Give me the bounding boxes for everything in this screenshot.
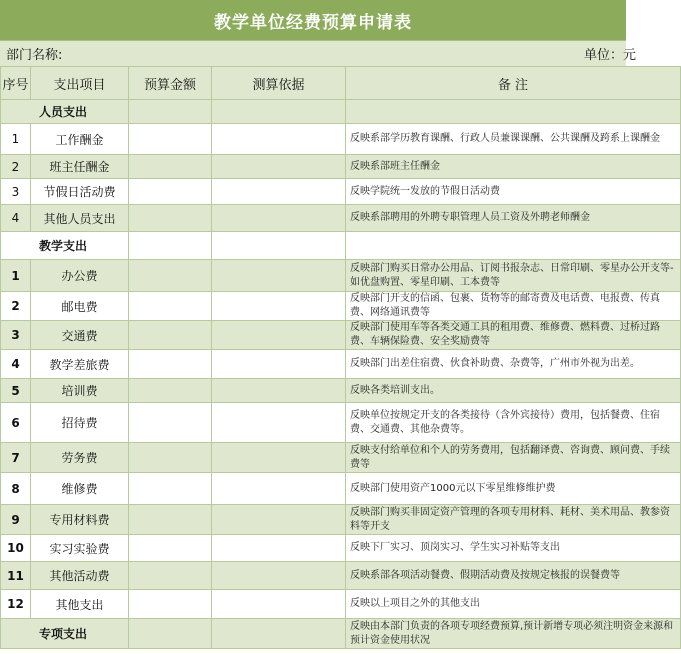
- table-row: [1, 155, 681, 179]
- basis-cell[interactable]: [212, 403, 346, 443]
- table-row: [1, 505, 681, 535]
- basis-cell[interactable]: [212, 321, 346, 350]
- amount-cell[interactable]: [129, 473, 212, 505]
- row-item: 班主任酬金: [31, 155, 129, 179]
- row-note: 反映部门开支的信函、包裹、货物等的邮寄费及电话费、电报费、传真费、网络通讯费等: [346, 292, 681, 321]
- table-row: [1, 403, 681, 443]
- row-number: 1: [1, 260, 31, 292]
- amount-cell[interactable]: [129, 100, 212, 124]
- section-label: 专项支出: [1, 619, 129, 649]
- basis-cell[interactable]: [212, 473, 346, 505]
- table-row: [1, 590, 681, 619]
- row-note: 反映支付给单位和个人的劳务费用，包括翻译费、咨询费、顾问费、手续费等: [346, 443, 681, 473]
- row-item: 节假日活动费: [31, 179, 129, 205]
- note-cell: [346, 232, 681, 260]
- row-note: 反映单位按规定开支的各类接待（含外宾接待）费用，包括餐费、住宿费、交通费、其他杂费等。: [346, 403, 681, 443]
- amount-cell[interactable]: [129, 292, 212, 321]
- section-row: [1, 100, 681, 124]
- row-note: 反映以上项目之外的其他支出: [346, 590, 681, 619]
- table-row: [1, 473, 681, 505]
- amount-cell[interactable]: [129, 403, 212, 443]
- row-item: 维修费: [31, 473, 129, 505]
- row-item: 招待费: [31, 403, 129, 443]
- row-number: 3: [1, 321, 31, 350]
- row-item: 专用材料费: [31, 505, 129, 535]
- row-item: 邮电费: [31, 292, 129, 321]
- header-cell: 序号: [1, 67, 31, 100]
- row-number: 12: [1, 590, 31, 619]
- table-row: [1, 292, 681, 321]
- table-row: [1, 562, 681, 590]
- table-row: [1, 179, 681, 205]
- amount-cell[interactable]: [129, 379, 212, 403]
- table-row: [1, 205, 681, 232]
- header-row: [1, 67, 681, 100]
- table-row: [1, 260, 681, 292]
- row-item: 劳务费: [31, 443, 129, 473]
- basis-cell[interactable]: [212, 100, 346, 124]
- row-number: 8: [1, 473, 31, 505]
- amount-cell[interactable]: [129, 443, 212, 473]
- row-number: 4: [1, 350, 31, 379]
- basis-cell[interactable]: [212, 292, 346, 321]
- basis-cell[interactable]: [212, 535, 346, 562]
- amount-cell[interactable]: [129, 619, 212, 649]
- row-note: 反映系部班主任酬金: [346, 155, 681, 179]
- amount-cell[interactable]: [129, 179, 212, 205]
- amount-cell[interactable]: [129, 260, 212, 292]
- basis-cell[interactable]: [212, 124, 346, 155]
- row-number: 9: [1, 505, 31, 535]
- row-item: 其他活动费: [31, 562, 129, 590]
- row-item: 办公费: [31, 260, 129, 292]
- row-item: 实习实验费: [31, 535, 129, 562]
- section-row: [1, 619, 681, 649]
- header-cell: 支出项目: [31, 67, 129, 100]
- table-row: [1, 443, 681, 473]
- dept-bar: [0, 40, 636, 66]
- amount-cell[interactable]: [129, 505, 212, 535]
- basis-cell[interactable]: [212, 443, 346, 473]
- row-number: 11: [1, 562, 31, 590]
- row-note: 反映系部聘用的外聘专职管理人员工资及外聘老师酬金: [346, 205, 681, 232]
- basis-cell[interactable]: [212, 379, 346, 403]
- amount-cell[interactable]: [129, 205, 212, 232]
- amount-cell[interactable]: [129, 155, 212, 179]
- row-number: 5: [1, 379, 31, 403]
- row-note: 反映由本部门负责的各项专项经费预算,预计新增专项必须注明资金来源和预计资金使用状况: [346, 619, 681, 649]
- amount-cell[interactable]: [129, 535, 212, 562]
- row-note: 反映系部各项活动餐费、假期活动费及按规定核报的误餐费等: [346, 562, 681, 590]
- row-note: 反映部门购买非固定资产管理的各项专用材料、耗材、美术用品、教参资料等开支: [346, 505, 681, 535]
- basis-cell[interactable]: [212, 205, 346, 232]
- table-row: [1, 124, 681, 155]
- row-number: 2: [1, 155, 31, 179]
- table-row: [1, 379, 681, 403]
- basis-cell[interactable]: [212, 232, 346, 260]
- amount-cell[interactable]: [129, 590, 212, 619]
- sheet-title: 教学单位经费预算申请表: [0, 0, 626, 40]
- row-item: 教学差旅费: [31, 350, 129, 379]
- row-note: 反映部门使用资产1000元以下零星维修维护费: [346, 473, 681, 505]
- row-note: 反映学院统一发放的节假日活动费: [346, 179, 681, 205]
- row-item: 其他支出: [31, 590, 129, 619]
- budget-table: [0, 66, 681, 649]
- basis-cell[interactable]: [212, 505, 346, 535]
- amount-cell[interactable]: [129, 350, 212, 379]
- row-note: 反映部门出差住宿费、伙食补助费、杂费等，广州市外视为出差。: [346, 350, 681, 379]
- amount-cell[interactable]: [129, 124, 212, 155]
- row-item: 培训费: [31, 379, 129, 403]
- row-number: 3: [1, 179, 31, 205]
- section-label: 人员支出: [1, 100, 129, 124]
- row-item: 其他人员支出: [31, 205, 129, 232]
- basis-cell[interactable]: [212, 590, 346, 619]
- basis-cell[interactable]: [212, 260, 346, 292]
- table-row: [1, 535, 681, 562]
- row-item: 交通费: [31, 321, 129, 350]
- header-cell: 测算依据: [212, 67, 346, 100]
- amount-cell[interactable]: [129, 321, 212, 350]
- basis-cell[interactable]: [212, 155, 346, 179]
- row-note: 反映部门购买日常办公用品、订阅书报杂志、日常印刷、零星办公开支等-如优盘购置、零星印刷、工本费等: [346, 260, 681, 292]
- note-cell: [346, 100, 681, 124]
- row-number: 1: [1, 124, 31, 155]
- unit-label: 单位：元: [583, 48, 636, 63]
- row-note: 反映各类培训支出。: [346, 379, 681, 403]
- section-row: [1, 232, 681, 260]
- row-number: 10: [1, 535, 31, 562]
- header-cell: 预算金额: [129, 67, 212, 100]
- row-note: 反映系部学历教育课酬、行政人员兼课课酬、公共课酬及跨系上课酬金: [346, 124, 681, 155]
- basis-cell[interactable]: [212, 179, 346, 205]
- amount-cell[interactable]: [129, 562, 212, 590]
- header-cell: 备 注: [346, 67, 681, 100]
- row-number: 7: [1, 443, 31, 473]
- amount-cell[interactable]: [129, 232, 212, 260]
- row-number: 4: [1, 205, 31, 232]
- section-label: 教学支出: [1, 232, 129, 260]
- row-number: 6: [1, 403, 31, 443]
- basis-cell[interactable]: [212, 350, 346, 379]
- table-row: [1, 321, 681, 350]
- row-note: 反映下厂实习、顶岗实习、学生实习补贴等支出: [346, 535, 681, 562]
- table-row: [1, 350, 681, 379]
- row-item: 工作酬金: [31, 124, 129, 155]
- basis-cell[interactable]: [212, 562, 346, 590]
- row-number: 2: [1, 292, 31, 321]
- row-note: 反映部门使用车等各类交通工具的租用费、维修费、燃料费、过桥过路费、车辆保险费、安全奖励费等: [346, 321, 681, 350]
- basis-cell[interactable]: [212, 619, 346, 649]
- dept-label: 部门名称:: [6, 48, 63, 63]
